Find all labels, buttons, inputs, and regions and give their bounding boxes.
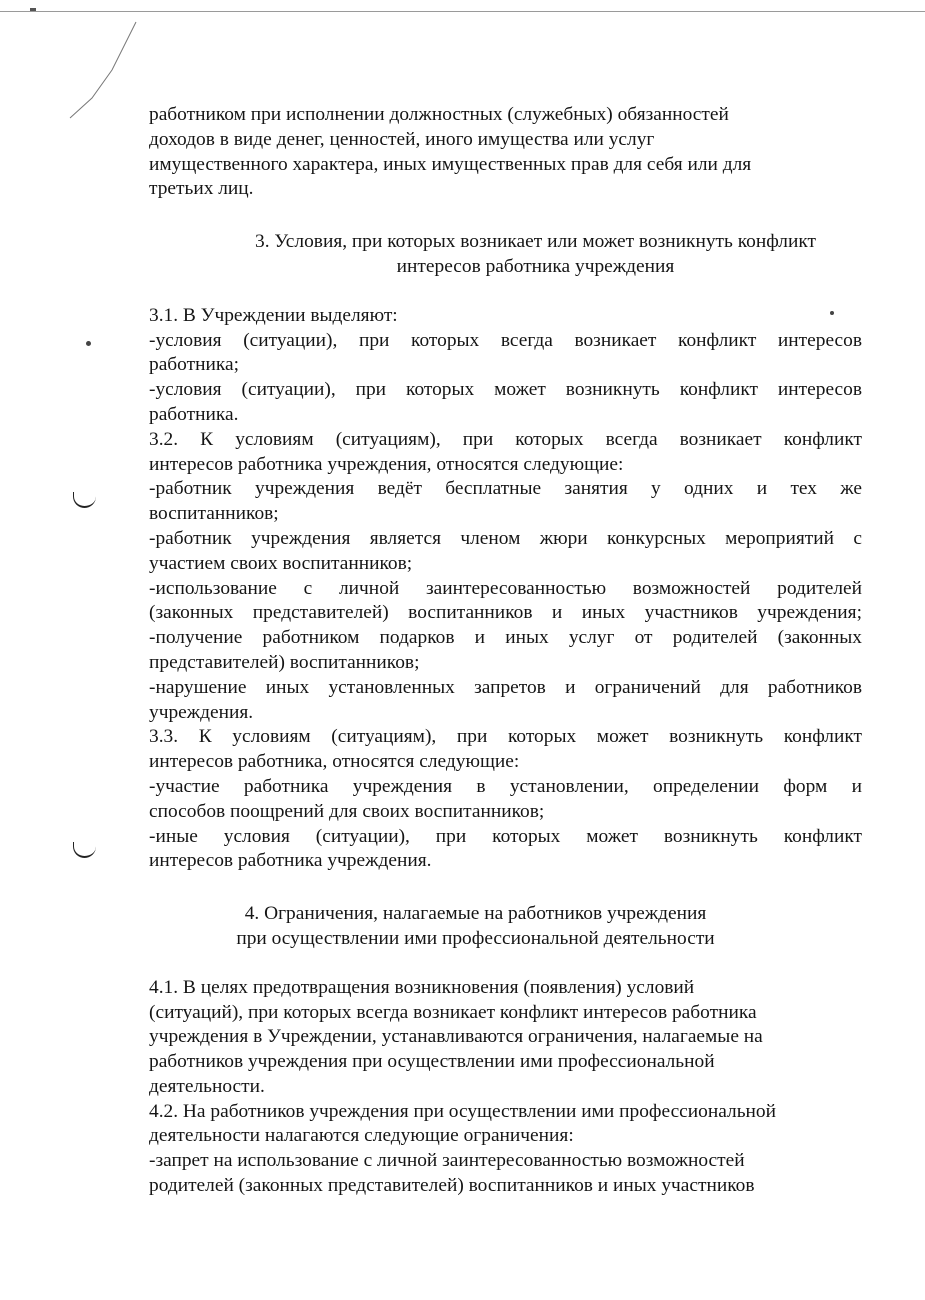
text-line: имущественного характера, иных имущественных прав для себя или для: [149, 153, 752, 175]
section-4-body: [149, 976, 862, 1199]
text-line: -работник учреждения ведёт бесплатные занятия у одних и тех же: [149, 478, 862, 500]
text-line: способов поощрений для своих воспитанников;: [149, 800, 545, 822]
text-line: воспитанников;: [149, 503, 279, 525]
text-line: интересов работника, относятся следующие:: [149, 751, 520, 773]
text-line: работника.: [149, 403, 239, 425]
text-line: 4.1. В целях предотвращения возникновения (появления) условий: [149, 976, 695, 998]
text-line: -нарушение иных установленных запретов и ограничений для работников: [149, 676, 862, 698]
text-line: -получение работником подарков и иных услуг от родителей (законных: [149, 627, 862, 649]
text-line: 3.2. К условиям (ситуациям), при которых всегда возникает конфликт: [149, 428, 862, 450]
text-line: родителей (законных представителей) воспитанников и иных участников: [149, 1175, 755, 1197]
intro-paragraph: [149, 103, 862, 202]
document-page: [149, 103, 862, 1199]
text-line: -использование с личной заинтересованностью возможностей родителей: [149, 577, 862, 599]
text-line: -работник учреждения является членом жюри конкурсных мероприятий с: [149, 527, 862, 549]
text-line: работником при исполнении должностных (служебных) обязанностей: [149, 104, 729, 125]
text-line: третьих лиц.: [149, 178, 254, 200]
text-line: (законных представителей) воспитанников и иных участников учреждения;: [149, 602, 862, 624]
section-3-body: [149, 304, 862, 874]
text-line: интересов работника учреждения.: [149, 850, 432, 872]
section-3-heading: [179, 230, 892, 280]
heading-line: 4. Ограничения, налагаемые на работников учреждения: [244, 903, 707, 925]
punch-hole-mark: [73, 492, 96, 508]
text-line: доходов в виде денег, ценностей, иного имущества или услуг: [149, 128, 655, 150]
text-line: -условия (ситуации), при которых может возникнуть конфликт интересов: [149, 379, 862, 401]
text-line: участием своих воспитанников;: [149, 552, 413, 574]
punch-hole-mark: [73, 842, 96, 858]
section-4-heading: [119, 902, 832, 952]
heading-line: интересов работника учреждения: [396, 255, 675, 277]
text-line: учреждения в Учреждении, устанавливаются ограничения, налагаемые на: [149, 1026, 763, 1048]
text-line: работника;: [149, 354, 239, 376]
text-line: (ситуаций), при которых всегда возникает конфликт интересов работника: [149, 1001, 757, 1023]
text-line: -иные условия (ситуации), при которых может возникнуть конфликт: [149, 825, 862, 847]
text-line: -участие работника учреждения в установлении, определении форм и: [149, 775, 862, 797]
text-line: интересов работника учреждения, относятся следующие:: [149, 453, 624, 475]
text-line: учреждения.: [149, 701, 254, 723]
text-line: представителей) воспитанников;: [149, 651, 420, 673]
heading-line: 3. Условия, при которых возникает или может возникнуть конфликт: [255, 231, 816, 253]
text-line: 3.3. К условиям (ситуациям), при которых может возникнуть конфликт: [149, 726, 862, 748]
text-line: деятельности налагаются следующие ограничения:: [149, 1125, 574, 1147]
scan-pen-stroke: [0, 0, 160, 140]
text-line: -запрет на использование с личной заинтересованностью возможностей: [149, 1150, 745, 1172]
text-line: 3.1. В Учреждении выделяют:: [149, 304, 398, 326]
heading-line: при осуществлении ими профессиональной деятельности: [236, 927, 715, 949]
text-line: деятельности.: [149, 1075, 265, 1097]
text-line: -условия (ситуации), при которых всегда возникает конфликт интересов: [149, 329, 862, 351]
scan-dot: [86, 341, 91, 346]
text-line: работников учреждения при осуществлении ими профессиональной: [149, 1051, 715, 1073]
text-line: 4.2. На работников учреждения при осуществлении ими профессиональной: [149, 1100, 776, 1122]
